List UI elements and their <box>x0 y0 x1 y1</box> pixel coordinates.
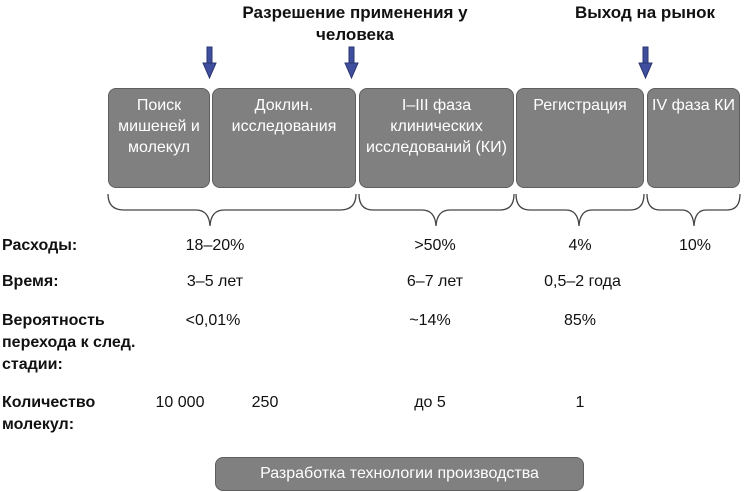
cost-value: 10% <box>678 237 712 254</box>
arrow-down-icon <box>345 47 358 78</box>
stage-clinical: I–III фаза клинических исследований (КИ) <box>359 88 514 188</box>
brace-clinical <box>359 194 514 226</box>
molecule-count: 10 000 <box>155 394 205 411</box>
molecule-count: 1 <box>575 394 585 411</box>
time-value: 3–5 лет <box>186 273 244 290</box>
probability-value: ~14% <box>409 312 451 329</box>
stage-preclinical: Доклин. исследования <box>212 88 356 188</box>
row-label-time: Время: <box>2 273 59 290</box>
row-label-molecules: Количество молекул: <box>2 394 96 433</box>
stage-registration: Регистрация <box>516 88 644 188</box>
molecule-count: до 5 <box>414 394 446 411</box>
arrow-down-icon <box>203 47 216 78</box>
cost-value: 18–20% <box>185 237 245 254</box>
row-label-costs: Расходы: <box>2 237 78 254</box>
brace-registration <box>516 194 644 226</box>
arrow-down-icon <box>639 47 652 78</box>
row-label-probability: Вероятность перехода к след. стадии: <box>2 312 136 373</box>
stage-target-search: Поиск мишеней и молекул <box>108 88 210 188</box>
stage-phase4: IV фаза КИ <box>647 88 740 188</box>
brace-preclinical <box>108 194 356 226</box>
molecule-count: 250 <box>251 394 279 411</box>
time-value: 0,5–2 года <box>544 273 621 290</box>
probability-value: 85% <box>563 312 597 329</box>
time-value: 6–7 лет <box>406 273 464 290</box>
probability-value: <0,01% <box>185 312 241 329</box>
manufacturing-tech-box: Разработка технологии производства <box>215 457 584 491</box>
milestone-human-use: Разрешение применения у человека <box>242 3 468 44</box>
milestone-market: Выход на рынок <box>574 3 715 22</box>
cost-value: 4% <box>568 237 592 254</box>
brace-phase4 <box>647 194 740 226</box>
cost-value: >50% <box>414 237 456 254</box>
